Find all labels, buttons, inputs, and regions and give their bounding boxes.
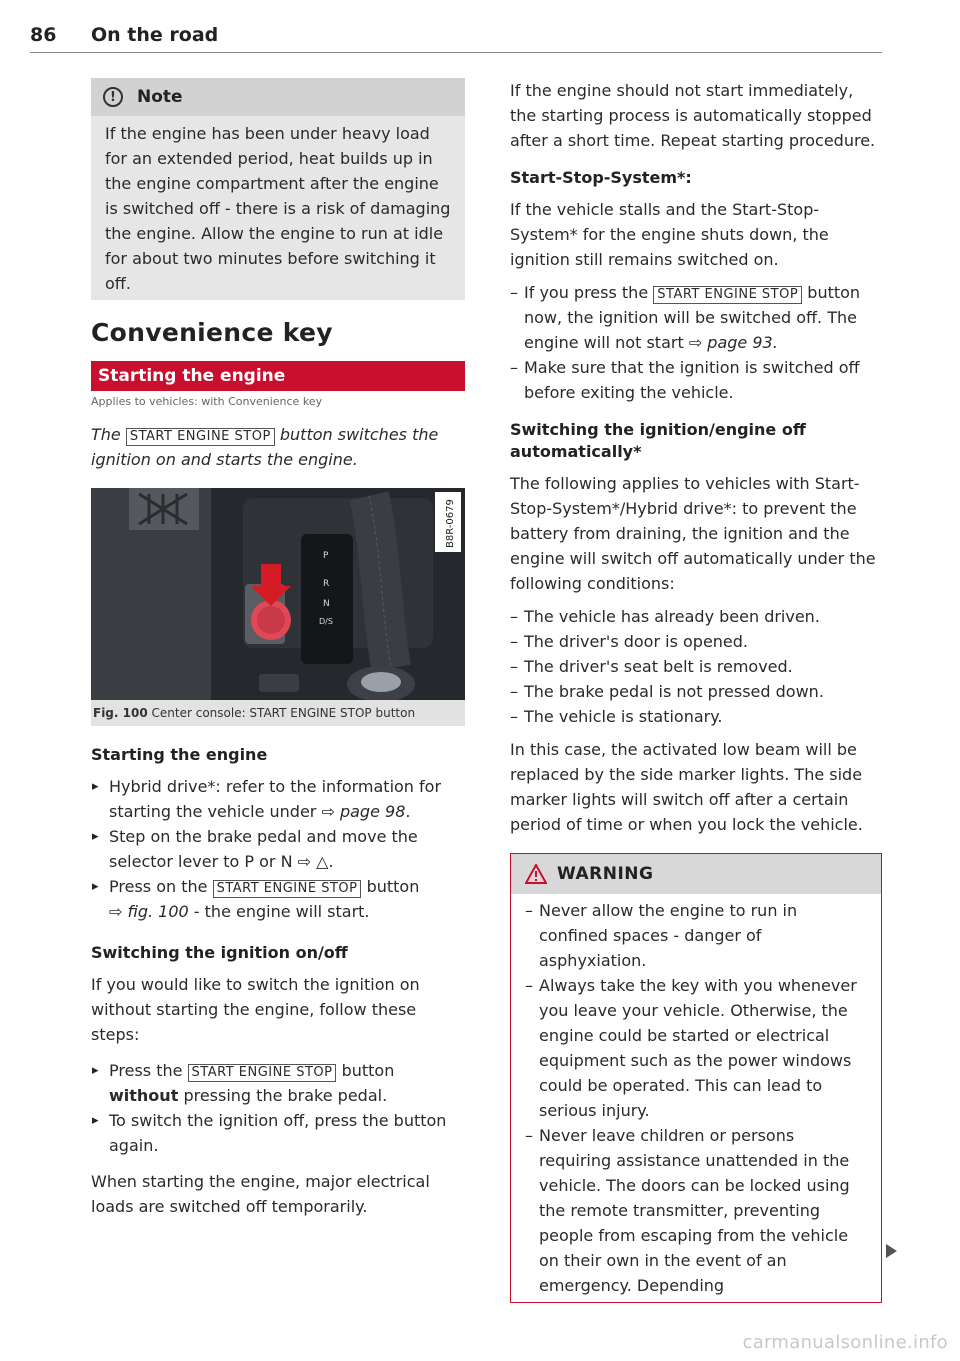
- paragraph: In this case, the activated low beam will be replaced by the side marker lights. The side marker lights will switch off after a certain period of time or when you lock the vehicle.: [510, 740, 863, 834]
- svg-text:D/S: D/S: [319, 617, 333, 626]
- list-item: – Always take the key with you whenever you leave your vehicle. Otherwise, the engine could be started or electrical equipment such as the power windows could be operated. This can lead to serious injury.: [525, 973, 871, 1123]
- auto-off-heading: Switching the ignition/engine off automatically*: [510, 420, 806, 461]
- ignition-paragraph: If you would like to switch the ignition on without starting the engine, follow these steps:: [91, 975, 420, 1044]
- list-item: – The driver's seat belt is removed.: [510, 654, 882, 679]
- page-number: 86: [30, 24, 57, 46]
- svg-text:N: N: [323, 599, 330, 609]
- info-icon: !: [103, 87, 123, 107]
- right-column: [510, 78, 882, 1303]
- list-item: – If you press the START ENGINE STOP button now, the ignition will be switched off. The engine will not start ⇨ page 93.: [510, 280, 882, 355]
- warning-title: WARNING: [557, 863, 654, 884]
- list-item: ▸ Press on the START ENGINE STOP button ⇨ fig. 100 - the engine will start.: [91, 874, 465, 924]
- list-item: ▸ Press the START ENGINE STOP button without pressing the brake pedal.: [91, 1058, 465, 1108]
- page-header: [30, 24, 882, 53]
- paragraph: The following applies to vehicles with Start-Stop-System*/Hybrid drive*: to prevent the battery from draining, the ignition and the engine will switch off automatically under the following conditions:: [510, 474, 876, 593]
- warning-box: [510, 853, 882, 1303]
- start-stop-heading: Start-Stop-System*:: [510, 168, 692, 187]
- page-link[interactable]: ⇨ page 98: [321, 802, 406, 821]
- paragraph: If the engine should not start immediately, the starting process is automatically stopped after a short time. Repeat starting procedure.: [510, 81, 876, 150]
- subsection-bar: Starting the engine: [91, 361, 465, 391]
- console-illustration: [91, 488, 465, 700]
- figure-link[interactable]: ⇨ fig. 100: [109, 902, 189, 921]
- list-item: – The brake pedal is not pressed down.: [510, 679, 882, 704]
- figure-center-console: [91, 488, 465, 726]
- note-body: If the engine has been under heavy load for an extended period, heat builds up in the engine compartment after the engine is switched off - there is a risk of damaging the engine. Allow the engine to run at idle for about two minutes before switching it off.: [105, 124, 451, 293]
- figure-caption: Fig. 100 Center console: START ENGINE STOP button: [93, 706, 416, 720]
- note-box: [91, 78, 465, 300]
- page-link[interactable]: ⇨ page 93.: [688, 333, 778, 352]
- watermark: carmanualsonline.info: [742, 1332, 948, 1353]
- list-item: ▸ Hybrid drive*: refer to the information for starting the vehicle under ⇨ page 98.: [91, 774, 465, 824]
- start-stop-key-label: START ENGINE STOP: [213, 880, 362, 898]
- note-title: Note: [137, 86, 183, 107]
- continue-arrow-icon: [886, 1244, 897, 1258]
- warning-header: [511, 854, 881, 894]
- applies-to: Applies to vehicles: with Convenience key: [91, 395, 323, 408]
- note-header: [91, 78, 465, 116]
- section-title: On the road: [91, 24, 219, 46]
- ignition-heading: Switching the ignition on/off: [91, 943, 348, 962]
- list-item: – The driver's door is opened.: [510, 629, 882, 654]
- section-heading: Convenience key: [91, 318, 333, 347]
- paragraph: If the vehicle stalls and the Start-Stop-System* for the engine shuts down, the ignition still remains switched on.: [510, 200, 829, 269]
- list-item: – Make sure that the ignition is switched off before exiting the vehicle.: [510, 355, 882, 405]
- loads-paragraph: When starting the engine, major electrical loads are switched off temporarily.: [91, 1172, 430, 1216]
- figure-code: B8R-0679: [445, 499, 456, 548]
- warning-body: [511, 894, 881, 1302]
- list-item: ▸ To switch the ignition off, press the button again.: [91, 1108, 465, 1158]
- list-item: – The vehicle has already been driven.: [510, 604, 882, 629]
- svg-text:R: R: [323, 579, 330, 589]
- list-item: – Never allow the engine to run in confined spaces - danger of asphyxiation.: [525, 898, 871, 973]
- starting-heading: Starting the engine: [91, 745, 268, 764]
- warning-triangle-icon: [525, 864, 547, 884]
- list-item: ▸ Step on the brake pedal and move the selector lever to P or N ⇨ △.: [91, 824, 465, 874]
- start-stop-key-label: START ENGINE STOP: [653, 286, 802, 304]
- svg-text:P: P: [323, 551, 329, 561]
- intro-text: The START ENGINE STOP button switches the ignition on and starts the engine.: [91, 425, 439, 469]
- start-stop-key-label: START ENGINE STOP: [126, 428, 275, 446]
- list-item: – The vehicle is stationary.: [510, 704, 882, 729]
- list-item: – Never leave children or persons requiring assistance unattended in the vehicle. The doors can be locked using the remote transmitter, preventing people from escaping from the vehicle on their own in the event of an emergency. Depending: [525, 1123, 871, 1298]
- left-column: [91, 78, 465, 1219]
- start-stop-key-label: START ENGINE STOP: [188, 1064, 337, 1082]
